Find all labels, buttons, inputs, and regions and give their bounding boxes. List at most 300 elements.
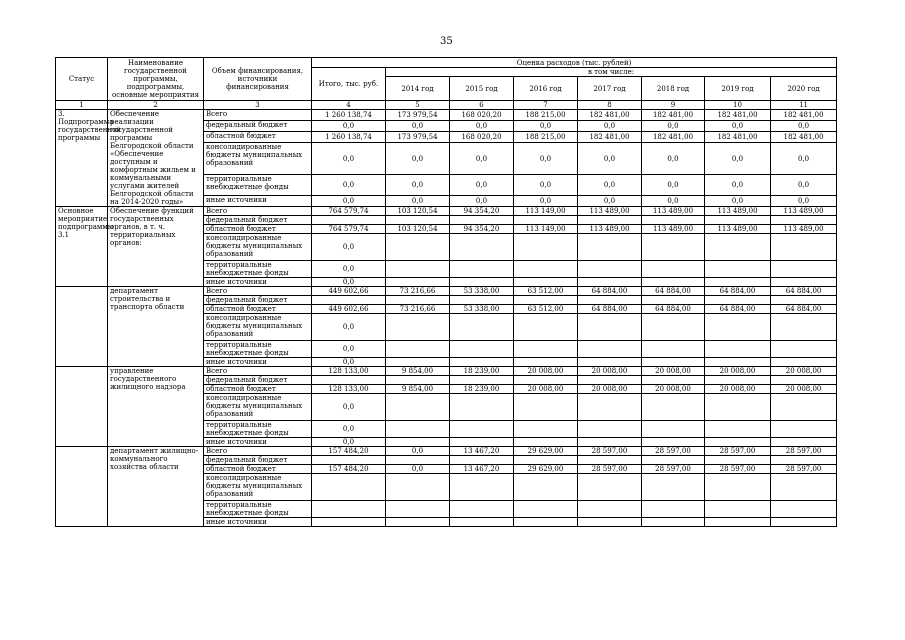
year-value-cell: 182 481,00 <box>642 131 705 142</box>
header-including: в том числе: <box>386 68 837 77</box>
year-value-cell: 94 354,20 <box>450 225 514 234</box>
year-value-cell: 0,0 <box>771 175 837 196</box>
year-value-cell: 28 597,00 <box>705 447 771 456</box>
year-value-cell <box>450 358 514 367</box>
header-year: 2020 год <box>771 77 837 101</box>
year-value-cell <box>642 394 705 421</box>
funding-source-cell: федеральный бюджет <box>204 216 312 225</box>
year-value-cell: 94 354,20 <box>450 207 514 216</box>
header-estimate: Оценка расходов (тыс. рублей) <box>312 58 837 68</box>
total-value-cell: 128 133,00 <box>312 385 386 394</box>
page-number: 35 <box>440 36 453 47</box>
year-value-cell: 20 008,00 <box>578 367 642 376</box>
total-value-cell: 764 579,74 <box>312 207 386 216</box>
year-value-cell: 113 149,00 <box>514 207 578 216</box>
year-value-cell <box>642 216 705 225</box>
year-value-cell <box>642 456 705 465</box>
year-value-cell <box>705 261 771 278</box>
year-value-cell <box>514 438 578 447</box>
year-value-cell: 20 008,00 <box>771 385 837 394</box>
year-value-cell: 0,0 <box>450 120 514 131</box>
year-value-cell: 0,0 <box>771 120 837 131</box>
year-value-cell <box>450 518 514 527</box>
year-value-cell: 13 467,20 <box>450 447 514 456</box>
year-value-cell <box>705 216 771 225</box>
funding-source-cell: консолидированные бюджеты муниципальных образований <box>204 142 312 175</box>
table-header <box>56 58 837 110</box>
year-value-cell: 0,0 <box>705 142 771 175</box>
total-value-cell: 449 602,66 <box>312 305 386 314</box>
year-value-cell: 182 481,00 <box>578 131 642 142</box>
year-value-cell <box>705 421 771 438</box>
year-value-cell: 113 489,00 <box>642 225 705 234</box>
header-index-row <box>56 101 837 110</box>
year-value-cell: 0,0 <box>642 142 705 175</box>
year-value-cell: 64 884,00 <box>578 287 642 296</box>
year-value-cell: 173 979,54 <box>386 131 450 142</box>
total-value-cell: 1 260 138,74 <box>312 131 386 142</box>
year-value-cell: 20 008,00 <box>705 385 771 394</box>
year-value-cell: 29 629,00 <box>514 465 578 474</box>
year-value-cell <box>514 216 578 225</box>
year-value-cell: 64 884,00 <box>705 305 771 314</box>
year-value-cell <box>578 278 642 287</box>
year-value-cell <box>450 296 514 305</box>
header-status: Статус <box>56 58 108 101</box>
year-value-cell: 28 597,00 <box>705 465 771 474</box>
year-value-cell <box>514 234 578 261</box>
table-row <box>56 207 837 216</box>
total-value-cell <box>312 518 386 527</box>
year-value-cell: 63 512,00 <box>514 305 578 314</box>
total-value-cell: 128 133,00 <box>312 367 386 376</box>
year-value-cell <box>642 438 705 447</box>
year-value-cell <box>642 501 705 518</box>
year-value-cell: 28 597,00 <box>578 447 642 456</box>
year-value-cell: 64 884,00 <box>705 287 771 296</box>
funding-source-cell: областной бюджет <box>204 131 312 142</box>
header-volume: Объем финансирования, источники финансирования <box>204 58 312 101</box>
year-value-cell <box>771 314 837 341</box>
year-value-cell <box>771 456 837 465</box>
financing-table <box>55 57 837 527</box>
year-value-cell: 0,0 <box>386 142 450 175</box>
total-value-cell: 0,0 <box>312 120 386 131</box>
funding-source-cell: консолидированные бюджеты муниципальных образований <box>204 474 312 501</box>
year-value-cell <box>642 518 705 527</box>
year-value-cell <box>386 261 450 278</box>
year-value-cell <box>705 296 771 305</box>
year-value-cell: 63 512,00 <box>514 287 578 296</box>
funding-source-cell: иные источники <box>204 196 312 207</box>
year-value-cell: 28 597,00 <box>642 447 705 456</box>
year-value-cell <box>642 358 705 367</box>
year-value-cell <box>771 234 837 261</box>
total-value-cell: 0,0 <box>312 358 386 367</box>
year-value-cell <box>771 376 837 385</box>
year-value-cell: 182 481,00 <box>642 110 705 121</box>
year-value-cell <box>386 376 450 385</box>
total-value-cell: 0,0 <box>312 196 386 207</box>
program-name-cell: Обеспечение реализации государственной программы Белгородской области «Обеспечение доступным и комфортным жильем и коммунальными услугами жителей Белгородской области на 2014-2020 годы» <box>108 110 204 207</box>
header-year: 2014 год <box>386 77 450 101</box>
year-value-cell <box>386 456 450 465</box>
funding-source-cell: территориальные внебюджетные фонды <box>204 501 312 518</box>
year-value-cell: 29 629,00 <box>514 447 578 456</box>
year-value-cell <box>705 376 771 385</box>
year-value-cell: 0,0 <box>514 175 578 196</box>
funding-source-cell: территориальные внебюджетные фонды <box>204 341 312 358</box>
year-value-cell: 168 020,20 <box>450 131 514 142</box>
total-value-cell: 0,0 <box>312 421 386 438</box>
year-value-cell <box>642 341 705 358</box>
funding-source-cell: федеральный бюджет <box>204 456 312 465</box>
year-value-cell <box>578 518 642 527</box>
year-value-cell: 173 979,54 <box>386 110 450 121</box>
year-value-cell: 0,0 <box>705 175 771 196</box>
year-value-cell: 103 120,54 <box>386 225 450 234</box>
funding-source-cell: областной бюджет <box>204 225 312 234</box>
table-body <box>56 110 837 527</box>
year-value-cell: 113 489,00 <box>705 207 771 216</box>
year-value-cell: 73 216,66 <box>386 287 450 296</box>
year-value-cell: 20 008,00 <box>578 385 642 394</box>
table-row <box>56 367 837 376</box>
total-value-cell: 0,0 <box>312 438 386 447</box>
year-value-cell <box>578 358 642 367</box>
year-value-cell <box>578 314 642 341</box>
total-value-cell: 0,0 <box>312 341 386 358</box>
year-value-cell <box>514 296 578 305</box>
year-value-cell <box>578 421 642 438</box>
year-value-cell: 113 489,00 <box>705 225 771 234</box>
year-value-cell <box>705 456 771 465</box>
funding-source-cell: территориальные внебюджетные фонды <box>204 175 312 196</box>
year-value-cell <box>705 234 771 261</box>
year-value-cell: 20 008,00 <box>514 385 578 394</box>
year-value-cell: 0,0 <box>578 175 642 196</box>
total-value-cell <box>312 376 386 385</box>
year-value-cell: 182 481,00 <box>771 131 837 142</box>
year-value-cell: 182 481,00 <box>771 110 837 121</box>
year-value-cell <box>450 341 514 358</box>
status-cell <box>56 367 108 447</box>
funding-source-cell: территориальные внебюджетные фонды <box>204 421 312 438</box>
year-value-cell: 0,0 <box>771 142 837 175</box>
column-index: 5 <box>386 101 450 110</box>
year-value-cell <box>642 314 705 341</box>
year-value-cell <box>386 501 450 518</box>
year-value-cell <box>705 314 771 341</box>
year-value-cell <box>450 394 514 421</box>
year-value-cell: 64 884,00 <box>642 305 705 314</box>
header-total: Итого, тыс. руб. <box>312 68 386 101</box>
year-value-cell: 53 338,00 <box>450 287 514 296</box>
year-value-cell <box>386 278 450 287</box>
year-value-cell: 13 467,20 <box>450 465 514 474</box>
year-value-cell <box>771 474 837 501</box>
year-value-cell: 64 884,00 <box>578 305 642 314</box>
year-value-cell <box>514 474 578 501</box>
total-value-cell: 157 484,20 <box>312 465 386 474</box>
year-value-cell <box>514 358 578 367</box>
year-value-cell <box>705 394 771 421</box>
year-value-cell: 9 854,00 <box>386 385 450 394</box>
year-value-cell: 0,0 <box>642 120 705 131</box>
year-value-cell: 0,0 <box>642 196 705 207</box>
year-value-cell <box>705 341 771 358</box>
total-value-cell: 0,0 <box>312 175 386 196</box>
header-year: 2015 год <box>450 77 514 101</box>
year-value-cell <box>450 314 514 341</box>
year-value-cell <box>705 438 771 447</box>
year-value-cell <box>514 278 578 287</box>
year-value-cell <box>578 341 642 358</box>
funding-source-cell: иные источники <box>204 278 312 287</box>
year-value-cell: 20 008,00 <box>705 367 771 376</box>
year-value-cell: 182 481,00 <box>705 110 771 121</box>
year-value-cell: 9 854,00 <box>386 367 450 376</box>
total-value-cell: 0,0 <box>312 234 386 261</box>
year-value-cell <box>514 421 578 438</box>
column-index: 1 <box>56 101 108 110</box>
funding-source-cell: федеральный бюджет <box>204 376 312 385</box>
funding-source-cell: иные источники <box>204 438 312 447</box>
funding-source-cell: Всего <box>204 447 312 456</box>
status-cell: 3. Подпрограмма государственной программы <box>56 110 108 207</box>
column-index: 7 <box>514 101 578 110</box>
year-value-cell <box>642 234 705 261</box>
year-value-cell: 53 338,00 <box>450 305 514 314</box>
table-row <box>56 110 837 121</box>
total-value-cell: 157 484,20 <box>312 447 386 456</box>
year-value-cell <box>450 278 514 287</box>
year-value-cell <box>578 394 642 421</box>
year-value-cell <box>386 234 450 261</box>
total-value-cell: 1 260 138,74 <box>312 110 386 121</box>
year-value-cell <box>450 501 514 518</box>
year-value-cell <box>450 421 514 438</box>
year-value-cell <box>514 314 578 341</box>
year-value-cell <box>514 261 578 278</box>
year-value-cell <box>514 394 578 421</box>
year-value-cell: 0,0 <box>450 142 514 175</box>
year-value-cell: 64 884,00 <box>771 305 837 314</box>
status-cell <box>56 447 108 527</box>
year-value-cell: 188 215,00 <box>514 131 578 142</box>
program-name-cell: департамент жилищно-коммунального хозяйства области <box>108 447 204 527</box>
year-value-cell: 113 489,00 <box>771 225 837 234</box>
program-name-cell: управление государственного жилищного надзора <box>108 367 204 447</box>
year-value-cell <box>514 501 578 518</box>
year-value-cell <box>642 261 705 278</box>
status-cell <box>56 287 108 367</box>
table-row <box>56 287 837 296</box>
funding-source-cell: областной бюджет <box>204 385 312 394</box>
funding-source-cell: федеральный бюджет <box>204 296 312 305</box>
year-value-cell <box>705 518 771 527</box>
total-value-cell: 0,0 <box>312 394 386 421</box>
year-value-cell <box>771 261 837 278</box>
year-value-cell: 103 120,54 <box>386 207 450 216</box>
year-value-cell <box>386 421 450 438</box>
year-value-cell <box>450 376 514 385</box>
program-name-cell: Обеспечение функций государственных органов, в т. ч. территориальных органов: <box>108 207 204 287</box>
funding-source-cell: федеральный бюджет <box>204 120 312 131</box>
total-value-cell <box>312 501 386 518</box>
funding-source-cell: консолидированные бюджеты муниципальных образований <box>204 394 312 421</box>
year-value-cell <box>450 474 514 501</box>
year-value-cell <box>450 438 514 447</box>
year-value-cell: 0,0 <box>386 465 450 474</box>
year-value-cell: 113 489,00 <box>771 207 837 216</box>
funding-source-cell: областной бюджет <box>204 305 312 314</box>
header-year: 2019 год <box>705 77 771 101</box>
funding-source-cell: областной бюджет <box>204 465 312 474</box>
year-value-cell <box>514 518 578 527</box>
header-year: 2017 год <box>578 77 642 101</box>
year-value-cell <box>450 234 514 261</box>
total-value-cell <box>312 296 386 305</box>
header-name: Наименование государственной программы, подпрограммы, основные мероприятия <box>108 58 204 101</box>
total-value-cell: 0,0 <box>312 261 386 278</box>
year-value-cell <box>578 234 642 261</box>
year-value-cell: 28 597,00 <box>642 465 705 474</box>
year-value-cell <box>771 341 837 358</box>
year-value-cell <box>642 474 705 501</box>
total-value-cell: 0,0 <box>312 142 386 175</box>
year-value-cell: 0,0 <box>386 447 450 456</box>
total-value-cell <box>312 456 386 465</box>
year-value-cell <box>705 501 771 518</box>
year-value-cell <box>578 438 642 447</box>
year-value-cell <box>771 438 837 447</box>
column-index: 6 <box>450 101 514 110</box>
year-value-cell <box>771 358 837 367</box>
year-value-cell <box>578 474 642 501</box>
year-value-cell: 0,0 <box>386 120 450 131</box>
year-value-cell: 113 489,00 <box>578 225 642 234</box>
year-value-cell: 0,0 <box>450 196 514 207</box>
year-value-cell: 0,0 <box>514 196 578 207</box>
year-value-cell <box>771 296 837 305</box>
year-value-cell: 0,0 <box>450 175 514 196</box>
column-index: 8 <box>578 101 642 110</box>
column-index: 2 <box>108 101 204 110</box>
year-value-cell <box>450 261 514 278</box>
year-value-cell: 0,0 <box>705 196 771 207</box>
year-value-cell: 18 239,00 <box>450 385 514 394</box>
year-value-cell: 28 597,00 <box>771 465 837 474</box>
year-value-cell: 182 481,00 <box>705 131 771 142</box>
year-value-cell <box>771 216 837 225</box>
total-value-cell: 0,0 <box>312 278 386 287</box>
year-value-cell: 0,0 <box>578 196 642 207</box>
year-value-cell <box>386 394 450 421</box>
year-value-cell: 18 239,00 <box>450 367 514 376</box>
table-row <box>56 447 837 456</box>
total-value-cell: 0,0 <box>312 314 386 341</box>
year-value-cell <box>642 278 705 287</box>
year-value-cell: 113 489,00 <box>642 207 705 216</box>
year-value-cell: 20 008,00 <box>771 367 837 376</box>
year-value-cell: 73 216,66 <box>386 305 450 314</box>
year-value-cell <box>386 518 450 527</box>
funding-source-cell: Всего <box>204 207 312 216</box>
year-value-cell <box>578 501 642 518</box>
year-value-cell <box>642 421 705 438</box>
year-value-cell <box>386 216 450 225</box>
funding-source-cell: Всего <box>204 367 312 376</box>
year-value-cell: 188 215,00 <box>514 110 578 121</box>
year-value-cell <box>771 518 837 527</box>
column-index: 3 <box>204 101 312 110</box>
funding-source-cell: консолидированные бюджеты муниципальных образований <box>204 234 312 261</box>
year-value-cell: 113 149,00 <box>514 225 578 234</box>
year-value-cell <box>386 296 450 305</box>
year-value-cell: 20 008,00 <box>514 367 578 376</box>
year-value-cell <box>578 261 642 278</box>
year-value-cell <box>386 474 450 501</box>
year-value-cell <box>514 376 578 385</box>
year-value-cell: 113 489,00 <box>578 207 642 216</box>
column-index: 9 <box>642 101 705 110</box>
year-value-cell <box>450 216 514 225</box>
funding-source-cell: консолидированные бюджеты муниципальных образований <box>204 314 312 341</box>
funding-source-cell: территориальные внебюджетные фонды <box>204 261 312 278</box>
year-value-cell <box>642 376 705 385</box>
funding-source-cell: иные источники <box>204 358 312 367</box>
year-value-cell <box>578 456 642 465</box>
column-index: 10 <box>705 101 771 110</box>
year-value-cell <box>771 394 837 421</box>
column-index: 11 <box>771 101 837 110</box>
year-value-cell: 0,0 <box>771 196 837 207</box>
funding-source-cell: иные источники <box>204 518 312 527</box>
year-value-cell <box>771 501 837 518</box>
year-value-cell <box>386 314 450 341</box>
year-value-cell: 0,0 <box>578 142 642 175</box>
year-value-cell: 182 481,00 <box>578 110 642 121</box>
total-value-cell <box>312 474 386 501</box>
year-value-cell: 28 597,00 <box>578 465 642 474</box>
year-value-cell: 64 884,00 <box>642 287 705 296</box>
year-value-cell <box>705 358 771 367</box>
year-value-cell: 0,0 <box>514 120 578 131</box>
year-value-cell: 28 597,00 <box>771 447 837 456</box>
year-value-cell <box>450 456 514 465</box>
year-value-cell <box>705 278 771 287</box>
year-value-cell <box>578 216 642 225</box>
year-value-cell <box>578 296 642 305</box>
header-year: 2016 год <box>514 77 578 101</box>
year-value-cell: 20 008,00 <box>642 385 705 394</box>
year-value-cell: 64 884,00 <box>771 287 837 296</box>
year-value-cell <box>705 474 771 501</box>
funding-source-cell: Всего <box>204 287 312 296</box>
year-value-cell <box>514 341 578 358</box>
total-value-cell <box>312 216 386 225</box>
year-value-cell: 0,0 <box>514 142 578 175</box>
year-value-cell: 0,0 <box>386 175 450 196</box>
year-value-cell <box>642 296 705 305</box>
year-value-cell <box>386 358 450 367</box>
header-year: 2018 год <box>642 77 705 101</box>
year-value-cell <box>386 438 450 447</box>
funding-source-cell: Всего <box>204 110 312 121</box>
year-value-cell <box>514 456 578 465</box>
year-value-cell <box>578 376 642 385</box>
